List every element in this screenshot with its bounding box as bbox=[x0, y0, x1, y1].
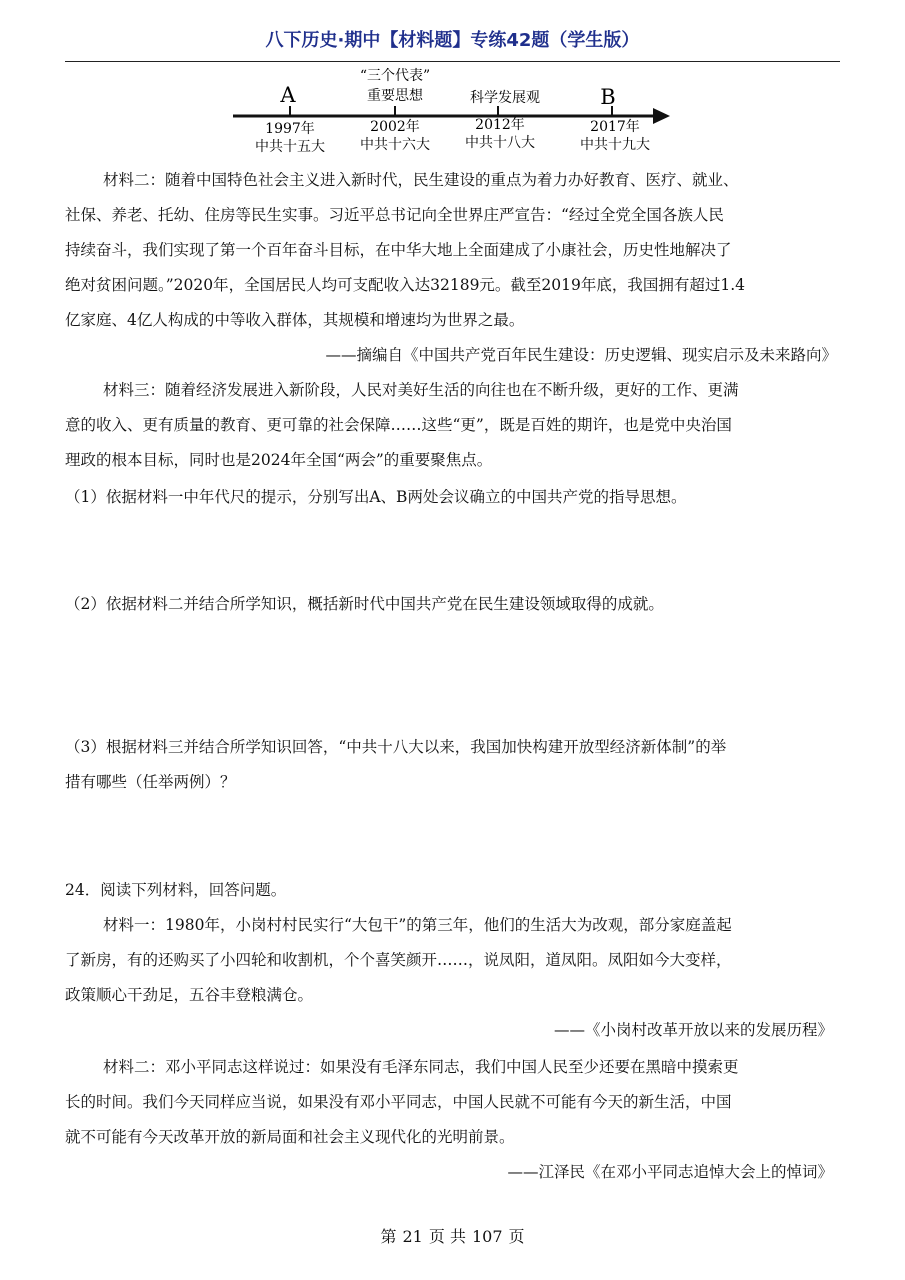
timeline-congress-2017: 中共十九大 bbox=[580, 137, 650, 153]
footer-page-number: 21 bbox=[402, 1227, 423, 1246]
q23-m2-line-5: 亿家庭、4亿人构成的中等收入群体，其规模和增速均为世界之最。 bbox=[65, 311, 525, 329]
timeline-congress-2012: 中共十八大 bbox=[465, 135, 535, 151]
q23-m2-line-2: 社保、养老、托幼、住房等民生实事。习近平总书记向全世界庄严宣告：“经过全党全国各族人民 bbox=[65, 206, 724, 224]
timeline-year-2002: 2002年 bbox=[370, 119, 420, 135]
q24-m1-line-2: 了新房，有的还购买了小四轮和收割机，个个喜笑颜开……，说凤阳，道凤阳。凤阳如今大变样， bbox=[65, 951, 732, 969]
timeline-year-2017: 2017年 bbox=[590, 119, 640, 135]
q23-question-1: （1）依据材料一中年代尺的提示，分别写出A、B两处会议确立的中国共产党的指导思想。 bbox=[65, 488, 687, 506]
q24-m1-line-3: 政策顺心干劲足，五谷丰登粮满仓。 bbox=[65, 986, 314, 1004]
timeline-thought-2002-line2: 重要思想 bbox=[367, 88, 423, 104]
q23-m2-source: ——摘编自《中国共产党百年民生建设：历史逻辑、现实启示及未来路向》 bbox=[325, 346, 837, 364]
timeline-year-1997: 1997年 bbox=[265, 121, 315, 137]
q23-m2-line-4: 绝对贫困问题。”2020年，全国居民人均可支配收入达32189元。截至2019年底，我国拥有超过1.4 bbox=[65, 276, 746, 294]
timeline-label-a: A bbox=[280, 83, 296, 107]
q23-m3-line-1: 材料三：随着经济发展进入新阶段，人民对美好生活的向往也在不断升级，更好的工作、更满 bbox=[103, 381, 739, 399]
q23-m2-line-3: 持续奋斗，我们实现了第一个百年奋斗目标，在中华大地上全面建成了小康社会，历史性地解决了 bbox=[65, 241, 732, 259]
timeline-arrow-head bbox=[653, 108, 670, 124]
q23-m2-line-1: 材料二：随着中国特色社会主义进入新时代，民生建设的重点为着力办好教育、医疗、就业、 bbox=[103, 171, 739, 189]
footer-suffix: 页 bbox=[508, 1227, 525, 1246]
page-footer bbox=[0, 1224, 905, 1247]
q24-m2-line-3: 就不可能有今天改革开放的新局面和社会主义现代化的光明前景。 bbox=[65, 1128, 515, 1146]
q24-m2-line-1: 材料二：邓小平同志这样说过：如果没有毛泽东同志，我们中国人民至少还要在黑暗中摸索更 bbox=[103, 1058, 739, 1076]
q23-m3-line-3: 理政的根本目标，同时也是2024年全国“两会”的重要聚焦点。 bbox=[65, 451, 493, 469]
timeline-thought-2012: 科学发展观 bbox=[470, 90, 540, 106]
timeline-congress-2002: 中共十六大 bbox=[360, 137, 430, 153]
timeline-congress-1997: 中共十五大 bbox=[255, 139, 325, 155]
footer-mid: 页 共 bbox=[428, 1227, 466, 1246]
footer-page-total: 107 bbox=[471, 1227, 503, 1246]
q23-m3-line-2: 意的收入、更有质量的教育、更可靠的社会保障……这些“更”，既是百姓的期许，也是党中央治国 bbox=[65, 416, 732, 434]
q24-m2-line-2: 长的时间。我们今天同样应当说，如果没有邓小平同志，中国人民就不可能有今天的新生活，中国 bbox=[65, 1093, 732, 1111]
q23-question-3-line-2: 措有哪些（任举两例）？ bbox=[65, 773, 236, 791]
q23-question-3-line-1: （3）根据材料三并结合所学知识回答，“中共十八大以来，我国加快构建开放型经济新体制”的举 bbox=[65, 738, 727, 756]
q24-title: 24．阅读下列材料，回答问题。 bbox=[65, 881, 287, 899]
timeline-label-b: B bbox=[600, 85, 616, 109]
timeline-thought-2002-line1: “三个代表” bbox=[359, 68, 431, 84]
timeline-chart bbox=[0, 62, 905, 162]
q24-m1-source: ——《小岗村改革开放以来的发展历程》 bbox=[553, 1021, 833, 1039]
q23-question-2: （2）依据材料二并结合所学知识，概括新时代中国共产党在民生建设领域取得的成就。 bbox=[65, 595, 664, 613]
page-header-title: 八下历史·期中【材料题】专练42题（学生版） bbox=[265, 30, 640, 51]
footer-prefix: 第 bbox=[380, 1227, 397, 1246]
q24-m2-source: ——江泽民《在邓小平同志追悼大会上的悼词》 bbox=[507, 1163, 833, 1181]
timeline-year-2012: 2012年 bbox=[475, 117, 525, 133]
q24-m1-line-1: 材料一：1980年，小岗村村民实行“大包干”的第三年，他们的生活大为改观，部分家庭盖起 bbox=[103, 916, 732, 934]
